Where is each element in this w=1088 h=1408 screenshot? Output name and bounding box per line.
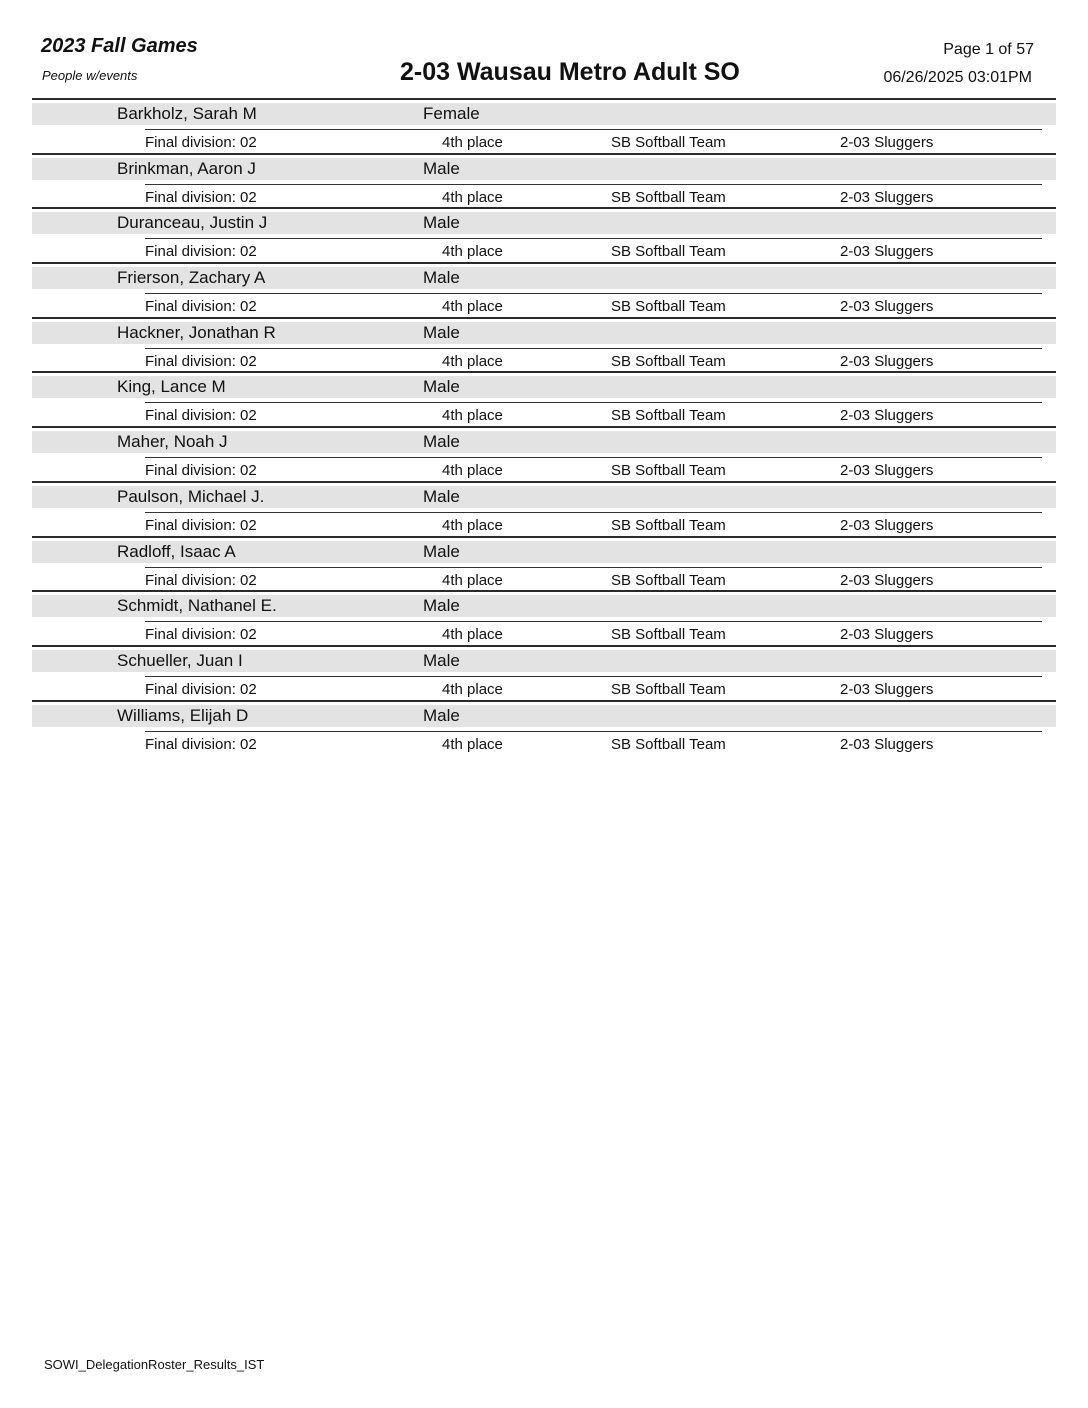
person-gender: Male [423, 486, 460, 506]
event-division: Final division: 02 [145, 188, 257, 206]
person-entry [32, 98, 1056, 153]
event-place: 4th place [442, 626, 503, 644]
person-name-row [32, 267, 1056, 289]
event-divider [145, 731, 1042, 732]
event-sport: SB Softball Team [611, 626, 726, 644]
report-footer-id: SOWI_DelegationRoster_Results_IST [44, 1357, 265, 1372]
person-name-row [32, 212, 1056, 234]
event-divider [145, 129, 1042, 130]
event-team: 2-03 Sluggers [840, 462, 934, 480]
event-divider [145, 512, 1042, 513]
person-gender: Male [423, 650, 460, 670]
event-divider [145, 293, 1042, 294]
person-entry [32, 536, 1056, 591]
person-gender: Male [423, 541, 460, 561]
person-gender: Female [423, 104, 480, 123]
person-gender: Male [423, 268, 460, 288]
person-gender: Male [423, 377, 460, 397]
event-sport: SB Softball Team [611, 680, 726, 698]
event-division: Final division: 02 [145, 407, 257, 425]
event-team: 2-03 Sluggers [840, 626, 934, 644]
event-team: 2-03 Sluggers [840, 298, 934, 316]
person-name: Barkholz, Sarah M [117, 104, 257, 123]
event-sport: SB Softball Team [611, 735, 726, 753]
event-place: 4th place [442, 134, 503, 151]
person-gender: Male [423, 158, 460, 178]
report-subtitle: People w/events [42, 68, 138, 83]
event-division: Final division: 02 [145, 134, 257, 151]
event-division: Final division: 02 [145, 571, 257, 589]
event-sport: SB Softball Team [611, 407, 726, 425]
event-division: Final division: 02 [145, 298, 257, 316]
person-name-row [32, 103, 1056, 125]
event-sport: SB Softball Team [611, 516, 726, 534]
event-team: 2-03 Sluggers [840, 407, 934, 425]
event-divider [145, 676, 1042, 677]
event-place: 4th place [442, 352, 503, 370]
event-sport: SB Softball Team [611, 352, 726, 370]
event-place: 4th place [442, 298, 503, 316]
event-title: 2023 Fall Games [41, 35, 198, 57]
event-place: 4th place [442, 462, 503, 480]
person-entry [32, 700, 1056, 755]
person-name: Duranceau, Justin J [117, 213, 268, 233]
event-sport: SB Softball Team [611, 298, 726, 316]
event-division: Final division: 02 [145, 516, 257, 534]
person-name: Radloff, Isaac A [117, 541, 236, 561]
person-entry [32, 481, 1056, 536]
person-name-row [32, 431, 1056, 453]
event-divider [145, 184, 1042, 185]
event-place: 4th place [442, 243, 503, 261]
event-divider [145, 567, 1042, 568]
delegation-title: 2-03 Wausau Metro Adult SO [400, 58, 740, 86]
person-name-row [32, 705, 1056, 727]
person-entry [32, 371, 1056, 426]
person-entry [32, 262, 1056, 317]
event-divider [145, 457, 1042, 458]
person-name-row [32, 541, 1056, 563]
person-name: Schmidt, Nathanel E. [117, 596, 277, 616]
person-name-row [32, 650, 1056, 672]
event-place: 4th place [442, 516, 503, 534]
event-team: 2-03 Sluggers [840, 134, 934, 151]
person-name: Paulson, Michael J. [117, 486, 265, 506]
person-name-row [32, 486, 1056, 508]
event-place: 4th place [442, 735, 503, 753]
event-team: 2-03 Sluggers [840, 516, 934, 534]
person-name-row [32, 322, 1056, 344]
person-name: Brinkman, Aaron J [117, 158, 256, 178]
page-number: Page 1 of 57 [943, 41, 1034, 58]
event-team: 2-03 Sluggers [840, 680, 934, 698]
person-name: Maher, Noah J [117, 432, 228, 452]
person-name: Frierson, Zachary A [117, 268, 266, 288]
person-entry [32, 317, 1056, 372]
person-entry [32, 426, 1056, 481]
person-name-row [32, 158, 1056, 180]
person-name: Williams, Elijah D [117, 705, 249, 725]
event-team: 2-03 Sluggers [840, 188, 934, 206]
event-place: 4th place [442, 680, 503, 698]
event-sport: SB Softball Team [611, 571, 726, 589]
event-division: Final division: 02 [145, 680, 257, 698]
event-sport: SB Softball Team [611, 188, 726, 206]
person-name: Hackner, Jonathan R [117, 322, 276, 342]
person-name: King, Lance M [117, 377, 226, 397]
person-gender: Male [423, 213, 460, 233]
event-division: Final division: 02 [145, 462, 257, 480]
event-divider [145, 238, 1042, 239]
roster-list [32, 98, 1056, 754]
event-place: 4th place [442, 188, 503, 206]
event-division: Final division: 02 [145, 626, 257, 644]
person-name-row [32, 595, 1056, 617]
report-datetime: 06/26/2025 03:01PM [883, 69, 1032, 86]
person-entry [32, 153, 1056, 208]
person-name-row [32, 376, 1056, 398]
person-gender: Male [423, 596, 460, 616]
event-divider [145, 621, 1042, 622]
person-gender: Male [423, 432, 460, 452]
person-entry [32, 590, 1056, 645]
event-place: 4th place [442, 407, 503, 425]
event-team: 2-03 Sluggers [840, 243, 934, 261]
event-division: Final division: 02 [145, 352, 257, 370]
person-gender: Male [423, 705, 460, 725]
event-sport: SB Softball Team [611, 134, 726, 151]
event-division: Final division: 02 [145, 243, 257, 261]
event-place: 4th place [442, 571, 503, 589]
person-entry [32, 645, 1056, 700]
event-divider [145, 402, 1042, 403]
event-team: 2-03 Sluggers [840, 571, 934, 589]
person-gender: Male [423, 322, 460, 342]
event-division: Final division: 02 [145, 735, 257, 753]
person-entry [32, 207, 1056, 262]
event-sport: SB Softball Team [611, 462, 726, 480]
event-team: 2-03 Sluggers [840, 735, 934, 753]
person-name: Schueller, Juan I [117, 650, 243, 670]
event-divider [145, 348, 1042, 349]
event-team: 2-03 Sluggers [840, 352, 934, 370]
event-sport: SB Softball Team [611, 243, 726, 261]
